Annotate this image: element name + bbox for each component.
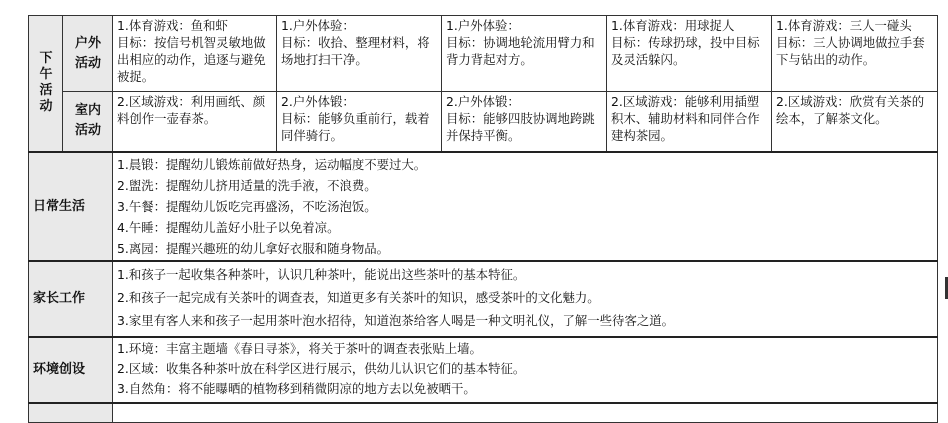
indoor-day-5: 2.区域游戏：欣赏有关茶的绘本，了解茶文化。 (772, 92, 938, 152)
daily-life-row (29, 152, 938, 261)
indoor-day-3: 2.户外体锻： 目标：能够四肢协调地跨跳并保持平衡。 (442, 92, 607, 152)
afternoon-outdoor-row (29, 16, 938, 92)
environment-row (29, 337, 938, 403)
outdoor-day-2: 1.户外体验： 目标：收拾、整理材料，将场地打扫干净。 (277, 16, 442, 92)
parent-work-content (113, 261, 938, 337)
parent-work-label: 家长工作 (29, 261, 113, 337)
environment-content (113, 337, 938, 403)
label-char: 午 (39, 67, 53, 83)
list-item: 2.盥洗：提醒幼儿挤用适量的洗手液，不浪费。 (117, 177, 377, 193)
list-item: 3.午餐：提醒幼儿饭吃完再盛汤，不吃汤泡饭。 (117, 198, 377, 214)
list-item: 5.离园：提醒兴趣班的幼儿拿好衣服和随身物品。 (117, 240, 390, 256)
list-item: 1.晨锻：提醒幼儿锻炼前做好热身，运动幅度不要过大。 (117, 156, 427, 172)
outdoor-day-4: 1.体育游戏：用球捉人 目标：传球扔球，投中目标及灵活躲闪。 (607, 16, 772, 92)
afternoon-activity-label (29, 16, 63, 152)
indoor-activity-label: 室内 活动 (63, 92, 113, 152)
parent-work-row (29, 261, 938, 337)
list-item: 3.自然角：将不能曝晒的植物移到稍微阴凉的地方去以免被晒干。 (117, 380, 476, 396)
outdoor-day-1: 1.体育游戏：鱼和虾 目标：按信号机智灵敏地做出相应的动作，追逐与避免被捉。 (113, 16, 277, 92)
indoor-day-1: 2.区域游戏：利用画纸、颜料创作一壶春茶。 (113, 92, 277, 152)
indoor-day-2: 2.户外体锻： 目标：能够负重前行，载着同伴骑行。 (277, 92, 442, 152)
list-item: 3.家里有客人来和孩子一起用茶叶泡水招待，知道泡茶给客人喝是一种文明礼仪，了解一些待客之道。 (117, 312, 675, 328)
daily-life-label: 日常生活 (29, 152, 113, 261)
afternoon-indoor-row (29, 92, 938, 152)
list-item: 4.午睡：提醒幼儿盖好小肚子以免着凉。 (117, 219, 340, 235)
label-char: 活 (39, 83, 53, 99)
list-item: 1.和孩子一起收集各种茶叶，认识几种茶叶，能说出这些茶叶的基本特征。 (117, 266, 526, 282)
weekly-plan-table (28, 15, 938, 423)
outdoor-activity-label: 户外 活动 (63, 16, 113, 92)
environment-label: 环境创设 (29, 337, 113, 403)
outdoor-day-5: 1.体育游戏：三人一碰头 目标：三人协调地做拉手套下与钻出的动作。 (772, 16, 938, 92)
list-item: 1.环境：丰富主题墙《春日寻茶》，将关于茶叶的调查表张贴上墙。 (117, 340, 482, 356)
list-item: 2.和孩子一起完成有关茶叶的调查表，知道更多有关茶叶的知识，感受茶叶的文化魅力。 (117, 289, 600, 305)
label-char: 动 (39, 99, 53, 115)
daily-life-content (113, 152, 938, 261)
indoor-day-4: 2.区域游戏：能够利用插塑积木、辅助材料和同伴合作建构茶园。 (607, 92, 772, 152)
label-char: 下 (39, 51, 53, 67)
list-item: 2.区域：收集各种茶叶放在科学区进行展示，供幼儿认识它们的基本特征。 (117, 360, 526, 376)
outdoor-day-3: 1.户外体验： 目标：协调地轮流用臂力和背力背起对方。 (442, 16, 607, 92)
